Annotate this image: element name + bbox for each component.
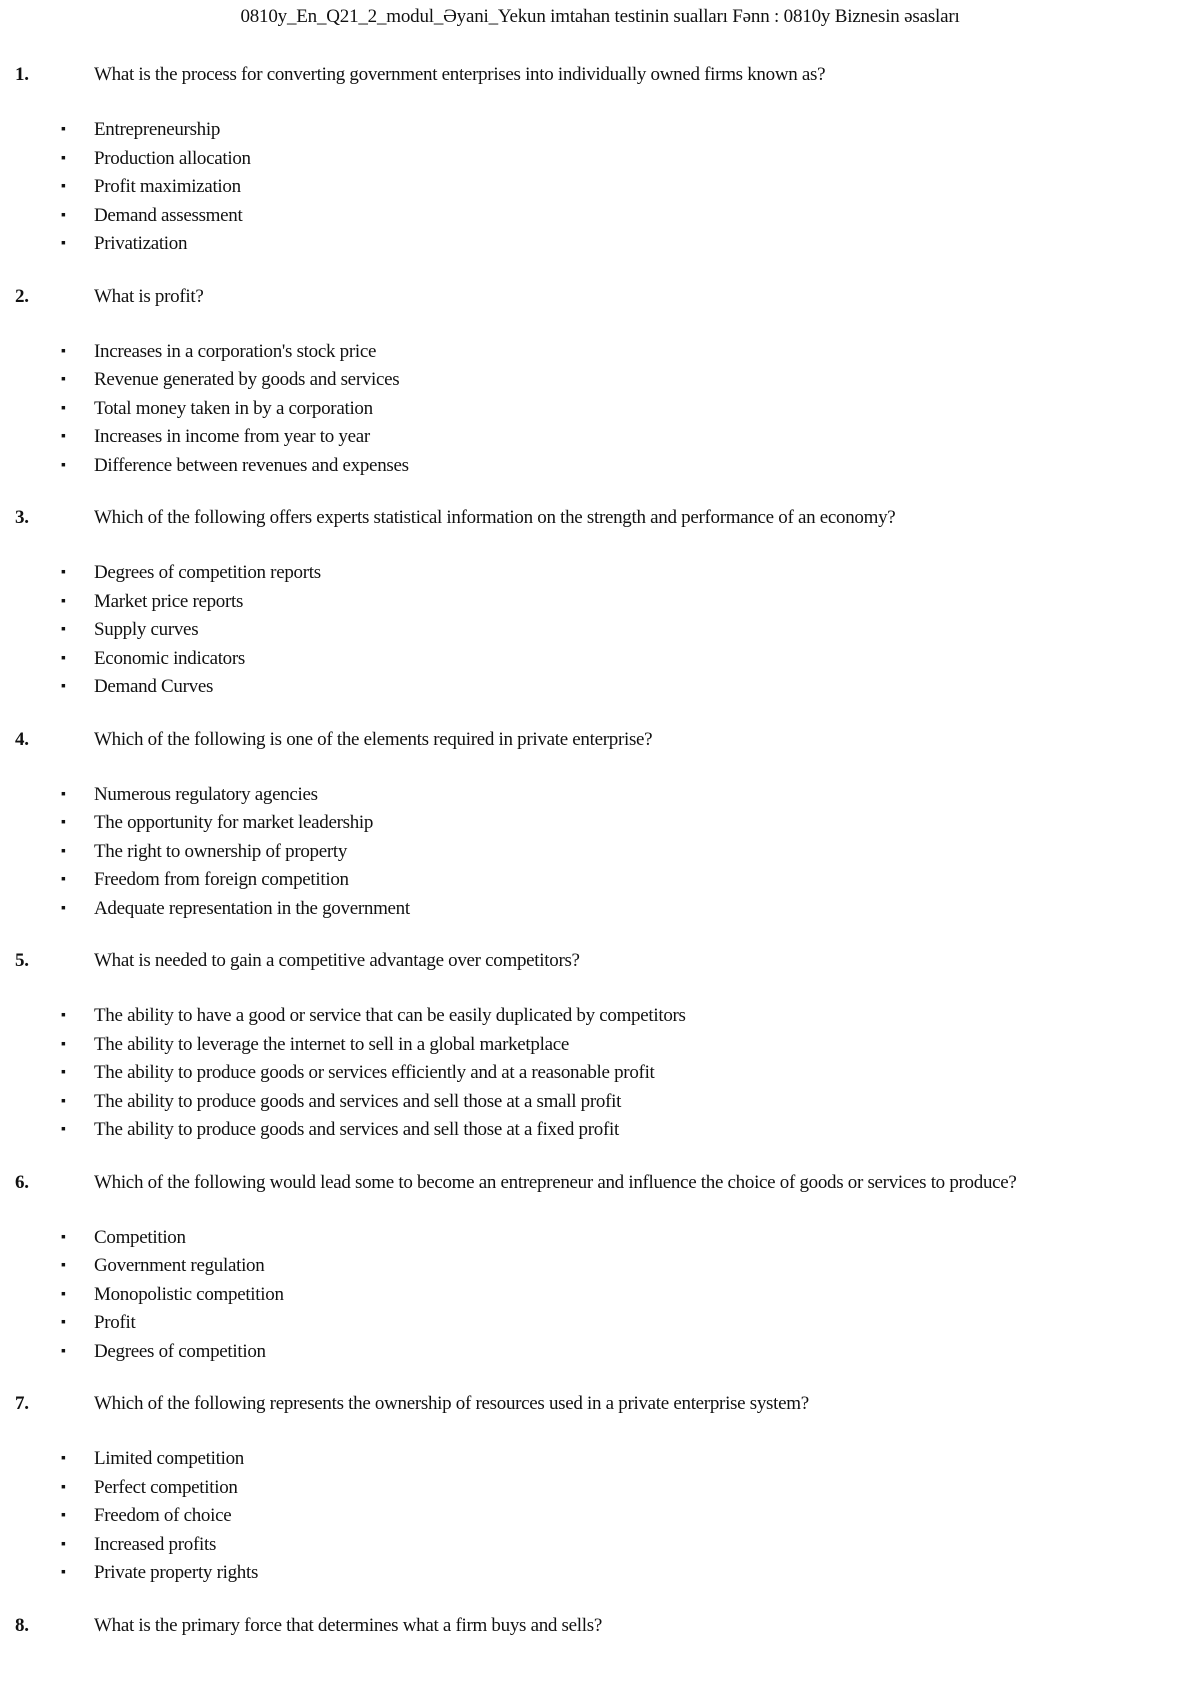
- bullet-icon: ▪: [61, 679, 66, 694]
- answer-option-text: Perfect competition: [94, 1476, 238, 1498]
- answer-option-text: The right to ownership of property: [94, 840, 348, 862]
- bullet-icon: ▪: [61, 1536, 66, 1552]
- answer-option-text: Revenue generated by goods and services: [94, 369, 400, 390]
- answer-option-text: Numerous regulatory agencies: [94, 783, 318, 805]
- answer-option: [0, 230, 1200, 259]
- bullet-icon: ▪: [61, 429, 66, 444]
- answer-option: [0, 1031, 1200, 1060]
- answer-option-text: Private property rights: [94, 1562, 259, 1583]
- bullet-icon: ▪: [61, 593, 66, 609]
- answer-options: [0, 116, 1200, 259]
- bullet-icon: ▪: [61, 207, 66, 223]
- answer-option: [0, 1445, 1200, 1474]
- bullet-icon: ▪: [61, 122, 66, 137]
- bullet-icon: ▪: [61, 872, 66, 887]
- bullet-icon: ▪: [61, 900, 66, 916]
- answer-option: [0, 809, 1200, 838]
- answer-option: [0, 1059, 1200, 1088]
- answer-option: [0, 1531, 1200, 1560]
- answer-option: [0, 588, 1200, 617]
- bullet-icon: ▪: [61, 622, 66, 637]
- bullet-icon: ▪: [61, 843, 66, 859]
- bullet-icon: ▪: [61, 815, 66, 830]
- question-number: 8.: [15, 1614, 29, 1636]
- question-header: [0, 1168, 1200, 1198]
- answer-option-text: The ability to produce goods and services and sell those at a fixed profit: [94, 1119, 619, 1140]
- answer-option: [0, 1474, 1200, 1503]
- answer-option: [0, 895, 1200, 924]
- question-item: [0, 1168, 1200, 1367]
- answer-option-text: The opportunity for market leadership: [94, 812, 374, 833]
- answer-options: [0, 1224, 1200, 1367]
- question-text: Which of the following would lead some to become an entrepreneur and influence the choice of goods or services to produce?: [94, 1171, 1017, 1193]
- answer-option: [0, 1502, 1200, 1531]
- question-header: [0, 946, 1200, 976]
- answer-option: [0, 145, 1200, 174]
- answer-option: [0, 1559, 1200, 1588]
- question-number: 1.: [15, 64, 29, 85]
- answer-option-text: Adequate representation in the government: [94, 897, 410, 919]
- question-header: [0, 60, 1200, 90]
- bullet-icon: ▪: [61, 1479, 66, 1495]
- bullet-icon: ▪: [61, 1451, 66, 1466]
- answer-option: [0, 673, 1200, 702]
- question-text: What is the process for converting government enterprises into individually owned firms known as?: [94, 64, 826, 85]
- answer-option: [0, 338, 1200, 367]
- bullet-icon: ▪: [61, 1565, 66, 1580]
- bullet-icon: ▪: [61, 457, 66, 473]
- bullet-icon: ▪: [61, 1065, 66, 1080]
- answer-option-text: Degrees of competition reports: [94, 562, 321, 583]
- answer-option-text: Production allocation: [94, 147, 251, 169]
- question-text: What is the primary force that determines what a firm buys and sells?: [94, 1614, 602, 1636]
- answer-options: [0, 1002, 1200, 1145]
- question-header: [0, 503, 1200, 533]
- question-item: [0, 725, 1200, 924]
- answer-option: [0, 423, 1200, 452]
- answer-option: [0, 838, 1200, 867]
- answer-option-text: Market price reports: [94, 590, 244, 612]
- question-text: Which of the following is one of the elements required in private enterprise?: [94, 728, 653, 750]
- bullet-icon: ▪: [61, 343, 66, 359]
- bullet-icon: ▪: [61, 150, 66, 166]
- question-text: What is needed to gain a competitive advantage over competitors?: [94, 950, 580, 971]
- answer-options: [0, 781, 1200, 924]
- answer-option-text: Demand assessment: [94, 204, 243, 226]
- bullet-icon: ▪: [61, 400, 66, 416]
- answer-option: [0, 559, 1200, 588]
- answer-option-text: Total money taken in by a corporation: [94, 397, 373, 419]
- answer-option: [0, 1088, 1200, 1117]
- question-header: [0, 1611, 1200, 1641]
- answer-option-text: Difference between revenues and expenses: [94, 454, 409, 476]
- question-number: 4.: [15, 728, 29, 750]
- answer-option-text: Monopolistic competition: [94, 1283, 284, 1305]
- answer-option: [0, 173, 1200, 202]
- bullet-icon: ▪: [61, 1008, 66, 1023]
- answer-option: [0, 1338, 1200, 1367]
- bullet-icon: ▪: [61, 565, 66, 580]
- bullet-icon: ▪: [61, 1315, 66, 1330]
- document-title: 0810y_En_Q21_2_modul_Əyani_Yekun imtahan testinin sualları Fənn : 0810y Biznesin əsasları: [240, 6, 960, 27]
- answer-option: [0, 1002, 1200, 1031]
- answer-option: [0, 1309, 1200, 1338]
- answer-option-text: The ability to leverage the internet to sell in a global marketplace: [94, 1033, 569, 1055]
- answer-option-text: Competition: [94, 1226, 186, 1248]
- answer-option: [0, 366, 1200, 395]
- bullet-icon: ▪: [61, 1122, 66, 1137]
- answer-option: [0, 116, 1200, 145]
- question-item: [0, 946, 1200, 1145]
- bullet-icon: ▪: [61, 1343, 66, 1359]
- answer-options: [0, 1445, 1200, 1588]
- bullet-icon: ▪: [61, 236, 66, 251]
- answer-option-text: Privatization: [94, 233, 188, 254]
- answer-option-text: The ability to produce goods or services efficiently and at a reasonable profit: [94, 1062, 655, 1083]
- question-header: [0, 282, 1200, 312]
- answer-option-text: Government regulation: [94, 1255, 265, 1276]
- question-item: [0, 60, 1200, 259]
- answer-option: [0, 452, 1200, 481]
- answer-option-text: Increases in a corporation's stock price: [94, 340, 377, 362]
- bullet-icon: ▪: [61, 1036, 66, 1052]
- bullet-icon: ▪: [61, 1286, 66, 1302]
- answer-option: [0, 395, 1200, 424]
- answer-option-text: Entrepreneurship: [94, 119, 221, 140]
- question-item: [0, 503, 1200, 702]
- question-text: Which of the following represents the ownership of resources used in a private enterprise system?: [94, 1393, 809, 1414]
- answer-option-text: Degrees of competition: [94, 1340, 266, 1362]
- answer-option-text: Freedom of choice: [94, 1505, 232, 1526]
- answer-option: [0, 1252, 1200, 1281]
- bullet-icon: ▪: [61, 1093, 66, 1109]
- question-number: 7.: [15, 1393, 29, 1414]
- question-item: [0, 1611, 1200, 1641]
- answer-option: [0, 781, 1200, 810]
- answer-option-text: Limited competition: [94, 1448, 244, 1469]
- answer-option: [0, 1224, 1200, 1253]
- answer-option: [0, 645, 1200, 674]
- bullet-icon: ▪: [61, 372, 66, 387]
- question-list: [0, 60, 1200, 1664]
- answer-option-text: The ability to have a good or service that can be easily duplicated by competitors: [94, 1005, 686, 1026]
- answer-option-text: Supply curves: [94, 619, 199, 640]
- question-item: [0, 282, 1200, 481]
- answer-option: [0, 202, 1200, 231]
- question-number: 6.: [15, 1171, 29, 1193]
- answer-options: [0, 338, 1200, 481]
- question-number: 3.: [15, 507, 29, 528]
- bullet-icon: ▪: [61, 1229, 66, 1245]
- question-header: [0, 1389, 1200, 1419]
- answer-option-text: Demand Curves: [94, 676, 214, 697]
- bullet-icon: ▪: [61, 786, 66, 802]
- answer-option-text: Profit: [94, 1312, 136, 1333]
- question-number: 5.: [15, 950, 29, 971]
- answer-option-text: Economic indicators: [94, 647, 246, 669]
- bullet-icon: ▪: [61, 179, 66, 194]
- answer-option: [0, 1116, 1200, 1145]
- answer-option-text: Increased profits: [94, 1533, 217, 1555]
- bullet-icon: ▪: [61, 650, 66, 666]
- answer-option: [0, 866, 1200, 895]
- answer-option: [0, 1281, 1200, 1310]
- answer-option-text: The ability to produce goods and services and sell those at a small profit: [94, 1090, 622, 1112]
- answer-options: [0, 559, 1200, 702]
- question-number: 2.: [15, 285, 29, 307]
- bullet-icon: ▪: [61, 1508, 66, 1523]
- bullet-icon: ▪: [61, 1258, 66, 1273]
- question-text: What is profit?: [94, 285, 204, 307]
- answer-option-text: Freedom from foreign competition: [94, 869, 349, 890]
- question-item: [0, 1389, 1200, 1588]
- answer-option-text: Increases in income from year to year: [94, 426, 370, 447]
- question-text: Which of the following offers experts statistical information on the strength and performance of an economy?: [94, 507, 896, 528]
- answer-option-text: Profit maximization: [94, 176, 241, 197]
- question-header: [0, 725, 1200, 755]
- answer-option: [0, 616, 1200, 645]
